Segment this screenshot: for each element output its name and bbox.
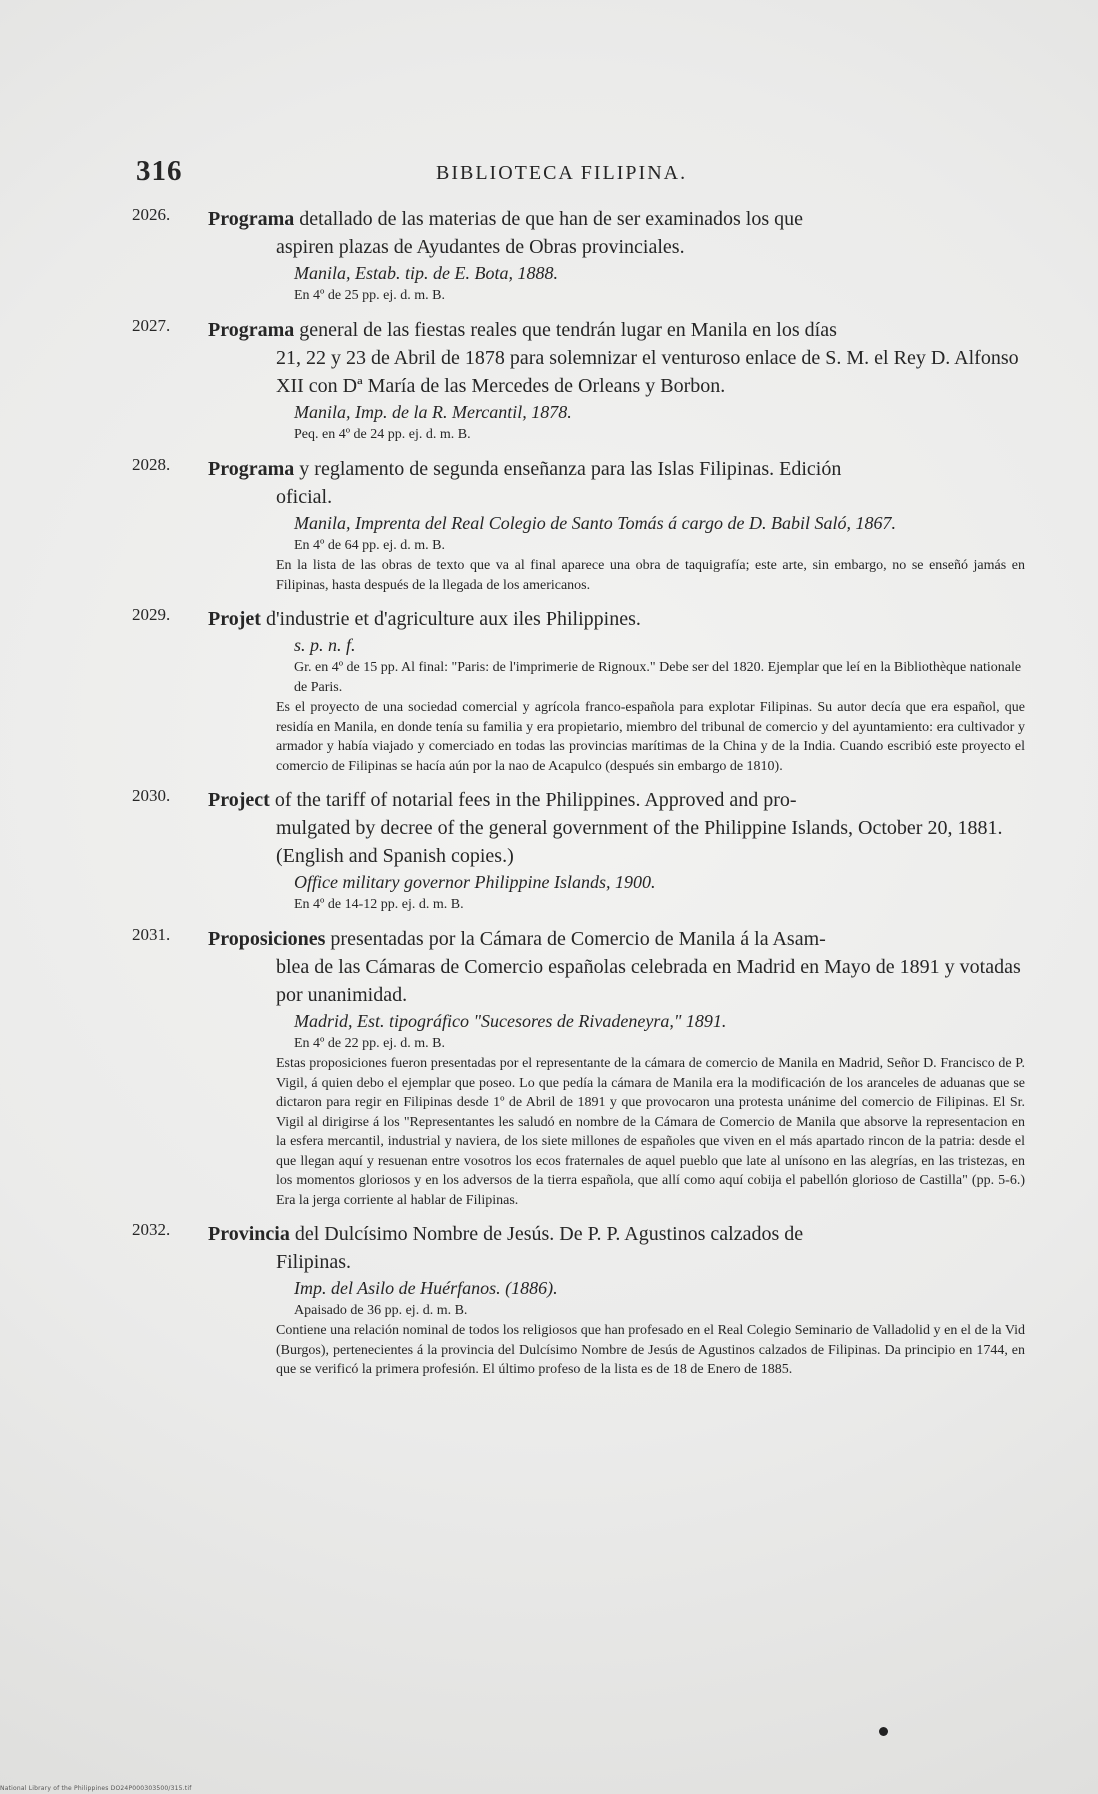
entry-main-text	[208, 316, 1025, 400]
entry-body	[208, 455, 1025, 595]
entry-first-text: of the tariff of notarial fees in the Philippines. Approved and pro-	[274, 789, 797, 811]
entry-imprint: Manila, Estab. tip. de E. Bota, 1888.	[294, 263, 558, 283]
entry-imprint: Manila, Imprenta del Real Colegio de Santo Tomás á cargo de D. Babil Saló, 1867.	[294, 513, 896, 533]
entry-detail: En 4º de 64 pp. ej. d. m. B.	[294, 538, 445, 553]
entry-body	[208, 316, 1025, 445]
page-header	[136, 155, 1025, 197]
entry-body	[208, 786, 1025, 915]
entry-number: 2030.	[132, 786, 171, 805]
entry-main-text	[208, 605, 1025, 633]
entry-detail: En 4º de 22 pp. ej. d. m. B.	[294, 1036, 445, 1051]
entry-imprint: Imp. del Asilo de Huérfanos. (1886).	[294, 1278, 558, 1298]
bibliography-entry-2026	[132, 205, 1025, 306]
entry-heading: Provincia	[208, 1223, 290, 1245]
entry-number: 2026.	[132, 205, 171, 224]
entry-body	[208, 605, 1025, 776]
bibliography-entry-2028	[132, 455, 1025, 595]
entry-first-text: del Dulcísimo Nombre de Jesús. De P. P. Agustinos calzados de	[294, 1223, 804, 1245]
entry-detail: En 4º de 25 pp. ej. d. m. B.	[294, 288, 445, 303]
archive-note: National Library of the Philippines DO24P000303500/315.tif	[0, 1785, 192, 1792]
entry-note: Contiene una relación nominal de todos los religiosos que han profesado en el Real Colegio Seminario de Valladolid y en el de la Vid (Burgos), pertenecientes á la provincia del Dulcísimo Nombre de Jesús de Agustinos calzados de Filipinas. Da principio en 1744, en que se verificó la primera profesión. El último profeso de la lista es de 18 de Enero de 1885.	[276, 1323, 1025, 1377]
entry-detail: Peq. en 4º de 24 pp. ej. d. m. B.	[294, 427, 471, 442]
page-number: 316	[136, 155, 183, 187]
entry-note: Estas proposiciones fueron presentadas por el representante de la cámara de comercio de Manila en Madrid, Señor D. Francisco de P. Vigil, á quien debo el ejemplar que poseo. Lo que pedía la cámara de Manila era la modificación de los aranceles de aduanas que se dictaron para regir en Filipinas desde 1º de Abril de 1891 y que provocaron una protesta unánime del comercio de Filipinas. El Sr. Vigil al dirigirse á los "Representantes les saludó en nombre de la Cámara de Comercio de Manila que absorve la representacion en la esfera mercantil, industrial y naviera, de los siete millones de españoles que viven en el más apartado rincon de la patria: desde el que llegan aquí y resuenan entre vosotros los ecos fraternales de aquel pueblo que late al unísono en las alegrías, en las tristezas, en los momentos gloriosos y en los adversos de la tierra española, que allí como aquí cobija el pabellón glorioso de Castilla" (pp. 5-6.) Era la jerga corriente al hablar de Filipinas.	[276, 1056, 1025, 1208]
entry-number: 2027.	[132, 316, 171, 335]
entry-number: 2029.	[132, 605, 171, 624]
entry-main-text	[208, 455, 1025, 511]
entry-imprint: s. p. n. f.	[294, 635, 356, 655]
entry-heading: Proposiciones	[208, 928, 326, 950]
entry-number: 2032.	[132, 1220, 171, 1239]
page-content	[132, 155, 1025, 1390]
entry-body	[208, 205, 1025, 306]
entry-main-text	[208, 925, 1025, 1009]
entry-main-text	[208, 205, 1025, 261]
printer-dot-mark	[879, 1727, 888, 1736]
entry-rest-text: blea de las Cámaras de Comercio españolas celebrada en Madrid en Mayo de 1891 y votadas por unanimidad.	[276, 956, 1021, 1006]
entry-heading: Programa	[208, 208, 295, 230]
entry-rest-text: Filipinas.	[276, 1251, 352, 1273]
entry-first-text: d'industrie et d'agriculture aux iles Philippines.	[265, 608, 641, 630]
entry-heading: Project	[208, 789, 270, 811]
entry-rest-text: mulgated by decree of the general government of the Philippine Islands, October 20, 1881. (English and Spanish copies.)	[276, 817, 1003, 867]
entry-main-text	[208, 786, 1025, 870]
entry-number: 2028.	[132, 455, 171, 474]
entry-rest-text: 21, 22 y 23 de Abril de 1878 para solemnizar el venturoso enlace de S. M. el Rey D. Alfonso XII con Dª María de las Mercedes de Orleans y Borbon.	[276, 347, 1019, 397]
entry-heading: Programa	[208, 458, 295, 480]
entry-detail: Gr. en 4º de 15 pp. Al final: "Paris: de l'imprimerie de Rignoux." Debe ser del 1820. Ejemplar que leí en la Bibliothèque nationale de Paris.	[294, 660, 1022, 695]
entry-rest-text: oficial.	[276, 486, 333, 508]
entry-imprint: Manila, Imp. de la R. Mercantil, 1878.	[294, 402, 572, 422]
entry-main-text	[208, 1220, 1025, 1276]
entry-first-text: general de las fiestas reales que tendrán lugar en Manila en los días	[299, 319, 837, 341]
entry-imprint: Madrid, Est. tipográfico "Sucesores de Rivadeneyra," 1891.	[294, 1011, 727, 1031]
entry-heading: Projet	[208, 608, 261, 630]
entry-heading: Programa	[208, 319, 295, 341]
bibliography-entry-2032	[132, 1220, 1025, 1380]
entry-body	[208, 925, 1025, 1210]
entry-detail: Apaisado de 36 pp. ej. d. m. B.	[294, 1303, 468, 1318]
entry-imprint: Office military governor Philippine Islands, 1900.	[294, 872, 656, 892]
bibliography-entry-2030	[132, 786, 1025, 915]
bibliography-entry-2031	[132, 925, 1025, 1210]
entry-first-text: presentadas por la Cámara de Comercio de Manila á la Asam-	[330, 928, 826, 950]
entry-detail: En 4º de 14-12 pp. ej. d. m. B.	[294, 897, 464, 912]
entry-note: Es el proyecto de una sociedad comercial y agrícola franco-española para explotar Filipinas. Su autor decía que era español, que residía en Manila, en donde tenía su familia y era propietario, miembro del tribunal de comercio y del ayuntamiento: era cultivador y armador y había viajado y comerciado en todas las provincias marítimas de la China y de la India. Cuando escribió este proyecto el comercio de Filipinas se hacía aún por la nao de Acapulco (después sin embargo de 1810).	[276, 700, 1025, 774]
running-title: BIBLIOTECA FILIPINA.	[436, 162, 688, 184]
entry-number: 2031.	[132, 925, 171, 944]
entry-first-text: detallado de las materias de que han de ser examinados los que	[299, 208, 803, 230]
entry-body	[208, 1220, 1025, 1380]
entry-note: En la lista de las obras de texto que va al final aparece una obra de taquigrafía; este arte, sin embargo, no se enseñó jamás en Filipinas, hasta después de la llegada de los americanos.	[276, 558, 1025, 593]
entry-rest-text: aspiren plazas de Ayudantes de Obras provinciales.	[276, 236, 685, 258]
bibliography-entry-2027	[132, 316, 1025, 445]
bibliography-entry-2029	[132, 605, 1025, 776]
entry-first-text: y reglamento de segunda enseñanza para las Islas Filipinas. Edición	[299, 458, 842, 480]
